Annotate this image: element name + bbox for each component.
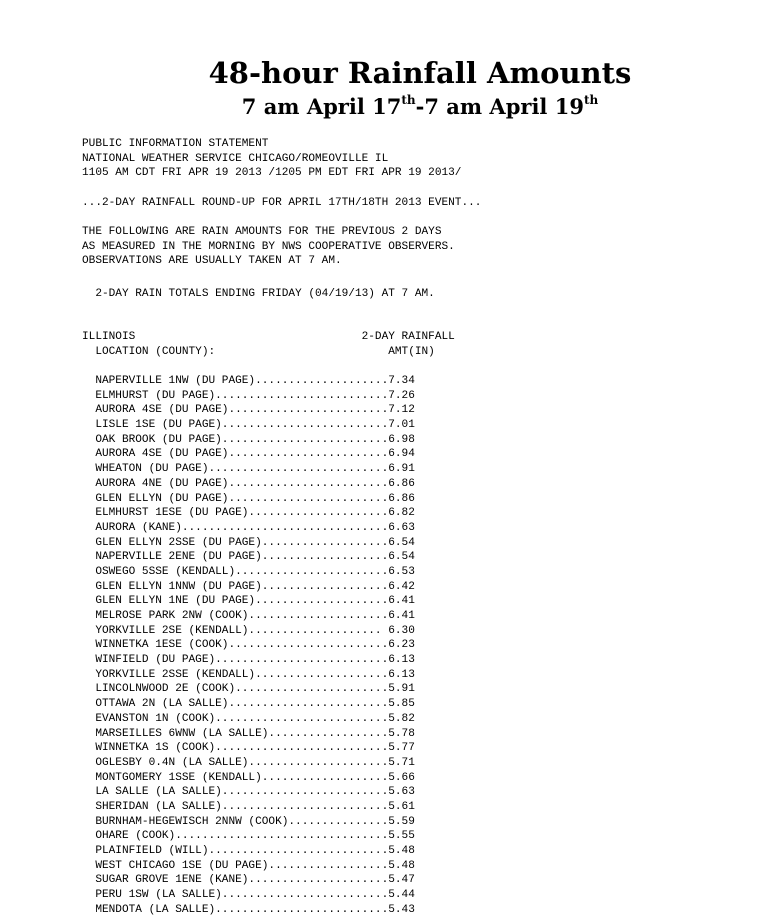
rainfall-row: YORKVILLE 2SSE (KENDALL)....................6.13 xyxy=(82,668,415,681)
rainfall-row: GLEN ELLYN 1NNW (DU PAGE)...................6.42 xyxy=(82,580,415,593)
rainfall-row: MARSEILLES 6WNW (LA SALLE)..................5.78 xyxy=(82,727,415,740)
rainfall-row: ELMHURST 1ESE (DU PAGE).....................6.82 xyxy=(82,507,415,520)
rainfall-row: WHEATON (DU PAGE)...........................6.91 xyxy=(82,463,415,476)
statement-line: NATIONAL WEATHER SERVICE CHICAGO/ROMEOVILLE IL xyxy=(82,152,389,165)
rainfall-row: WINNETKA 1S (COOK)..........................5.77 xyxy=(82,742,415,755)
rainfall-row: PLAINFIELD (WILL)...........................5.48 xyxy=(82,845,415,857)
rainfall-row: AURORA (KANE)...............................6.63 xyxy=(82,521,415,534)
rainfall-row: MONTGOMERY 1SSE (KENDALL)...................5.66 xyxy=(82,771,415,784)
rainfall-row: GLEN ELLYN 2SSE (DU PAGE)...................6.54 xyxy=(82,536,415,549)
intro-line: THE FOLLOWING ARE RAIN AMOUNTS FOR THE PREVIOUS 2 DAYS xyxy=(82,226,442,238)
rainfall-row: AURORA 4NE (DU PAGE)........................6.86 xyxy=(82,477,415,490)
rainfall-row: AURORA 4SE (DU PAGE)........................7.12 xyxy=(82,404,415,417)
rainfall-row: NAPERVILLE 1NW (DU PAGE)....................7.34 xyxy=(82,375,415,387)
rainfall-row: YORKVILLE 2SE (KENDALL).................... 6.30 xyxy=(82,624,415,637)
intro-line: AS MEASURED IN THE MORNING BY NWS COOPERATIVE OBSERVERS. xyxy=(82,240,455,253)
subtitle-start-superscript: th xyxy=(401,93,416,107)
rainfall-row: BURNHAM-HEGEWISCH 2NNW (COOK)...............5.59 xyxy=(82,815,415,828)
rainfall-row: EVANSTON 1N (COOK)..........................5.82 xyxy=(82,712,415,725)
rainfall-row: LISLE 1SE (DU PAGE).........................7.01 xyxy=(82,419,415,432)
rainfall-row: OSWEGO 5SSE (KENDALL).......................6.53 xyxy=(82,565,415,578)
roundup-heading: ...2-DAY RAINFALL ROUND-UP FOR APRIL 17TH/18TH 2013 EVENT... xyxy=(82,197,482,209)
rainfall-row: OAK BROOK (DU PAGE).........................6.98 xyxy=(82,433,415,446)
document-title: 48-hour Rainfall Amounts xyxy=(208,56,632,90)
intro-line: OBSERVATIONS ARE USUALLY TAKEN AT 7 AM. xyxy=(82,255,342,268)
subtitle-mid: -7 am April 19 xyxy=(415,94,584,119)
rainfall-row: MENDOTA (LA SALLE)..........................5.43 xyxy=(82,903,415,916)
rainfall-row: SUGAR GROVE 1ENE (KANE).....................5.47 xyxy=(82,874,415,887)
intro-paragraph xyxy=(82,225,455,269)
rainfall-row: WEST CHICAGO 1SE (DU PAGE)..................5.48 xyxy=(82,859,415,872)
rainfall-row: LA SALLE (LA SALLE).........................5.63 xyxy=(82,786,415,799)
rainfall-row: OGLESBY 0.4N (LA SALLE).....................5.71 xyxy=(82,756,415,769)
document-subtitle xyxy=(200,92,640,122)
rainfall-row: OTTAWA 2N (LA SALLE)........................5.85 xyxy=(82,698,415,711)
rainfall-row: AURORA 4SE (DU PAGE)........................6.94 xyxy=(82,448,415,461)
rainfall-row: ELMHURST (DU PAGE)..........................7.26 xyxy=(82,389,415,402)
table-header xyxy=(82,330,455,359)
statement-line: 1105 AM CDT FRI APR 19 2013 /1205 PM EDT FRI APR 19 2013/ xyxy=(82,167,462,180)
totals-heading: 2-DAY RAIN TOTALS ENDING FRIDAY (04/19/13) AT 7 AM. xyxy=(82,288,435,300)
rainfall-row: SHERIDAN (LA SALLE).........................5.61 xyxy=(82,800,415,813)
subtitle-start: 7 am April 17 xyxy=(241,94,402,119)
rainfall-row: WINNETKA 1ESE (COOK)........................6.23 xyxy=(82,639,415,652)
statement-line: PUBLIC INFORMATION STATEMENT xyxy=(82,138,269,150)
rainfall-row: OHARE (COOK)................................5.55 xyxy=(82,830,415,843)
rainfall-row: GLEN ELLYN (DU PAGE)........................6.86 xyxy=(82,492,415,505)
rainfall-row: LINCOLNWOOD 2E (COOK).......................5.91 xyxy=(82,683,415,696)
rainfall-row: GLEN ELLYN 1NE (DU PAGE)....................6.41 xyxy=(82,595,415,608)
rainfall-row: NAPERVILLE 2ENE (DU PAGE)...................6.54 xyxy=(82,551,415,564)
rainfall-row: PERU 1SW (LA SALLE).........................5.44 xyxy=(82,889,415,902)
table-header-line: ILLINOIS 2-DAY RAINFALL xyxy=(82,331,455,343)
rainfall-row: MELROSE PARK 2NW (COOK).....................6.41 xyxy=(82,610,415,622)
statement-header xyxy=(82,137,461,181)
subtitle-end-superscript: th xyxy=(583,93,599,107)
rainfall-row: WINFIELD (DU PAGE)..........................6.13 xyxy=(82,654,415,667)
table-header-line: LOCATION (COUNTY): AMT(IN) xyxy=(82,345,435,358)
rainfall-list xyxy=(82,374,415,917)
